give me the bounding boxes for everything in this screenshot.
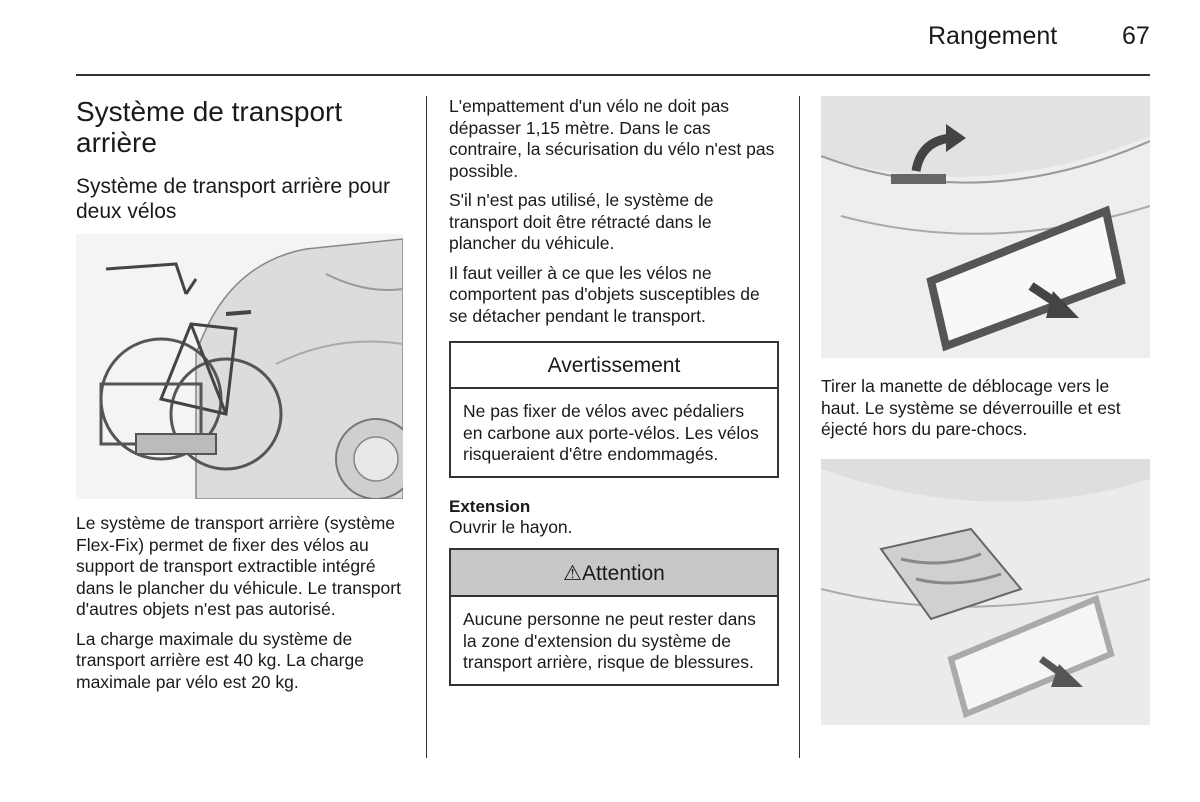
column-divider-1 [426,96,427,758]
column-3 [821,96,1151,725]
bike-carrier-drawing [76,234,403,499]
section-title: Rangement [928,22,1058,50]
intro-paragraph: Le système de transport arrière (système Flex-Fix) permet de fixer des vélos au support de transport extractible intégré dans le plancher du véhicule. Le transport d'autres objets n'est pas autorisé. [76,513,401,619]
loose-objects-paragraph: Il faut veiller à ce que les vélos ne comportent pas d'objets susceptibles de se détacher pendant le transport. [449,262,760,326]
retract-paragraph: S'il n'est pas utilisé, le système de transport doit être rétracté dans le plancher du véhicule. [449,190,714,253]
bike-carrier-illustration [76,234,403,499]
load-paragraph: La charge maximale du système de transport arrière est 40 kg. La charge maximale par vélo est 20 kg. [76,628,364,692]
wheelbase-paragraph: L'empattement d'un vélo ne doit pas dépasser 1,15 mètre. Dans le cas contraire, la sécurisation du vélo n'est pas possible. [449,96,775,181]
column-2 [449,96,779,686]
page-number: 67 [1122,22,1150,50]
attention-body: Aucune personne ne peut rester dans la zone d'extension du système de transport arrière, risque de blessures. [463,609,756,672]
warning-box [449,341,779,478]
extended-carrier-drawing [821,459,1150,725]
warning-title: Avertissement [451,343,777,389]
extension-heading: Extension [449,496,531,516]
header-rule [76,74,1150,76]
extension-text: Ouvrir le hayon. [449,516,573,537]
main-heading: Système de transport arrière [76,96,343,158]
column-divider-2 [799,96,800,758]
release-caption: Tirer la manette de déblocage vers le haut. Le système se déverrouille et est éjecté hors du pare-chocs. [821,376,1121,439]
attention-box [449,548,779,686]
release-handle-drawing [821,96,1150,358]
column-1 [76,96,406,693]
attention-title: ⚠Attention [451,550,777,597]
extended-carrier-illustration [821,459,1150,725]
release-handle-illustration [821,96,1150,358]
warning-body: Ne pas fixer de vélos avec pédaliers en carbone aux porte-vélos. Les vélos risqueraient d'être endommagés. [463,401,759,464]
sub-heading: Système de transport arrière pour deux vélos [76,175,390,223]
